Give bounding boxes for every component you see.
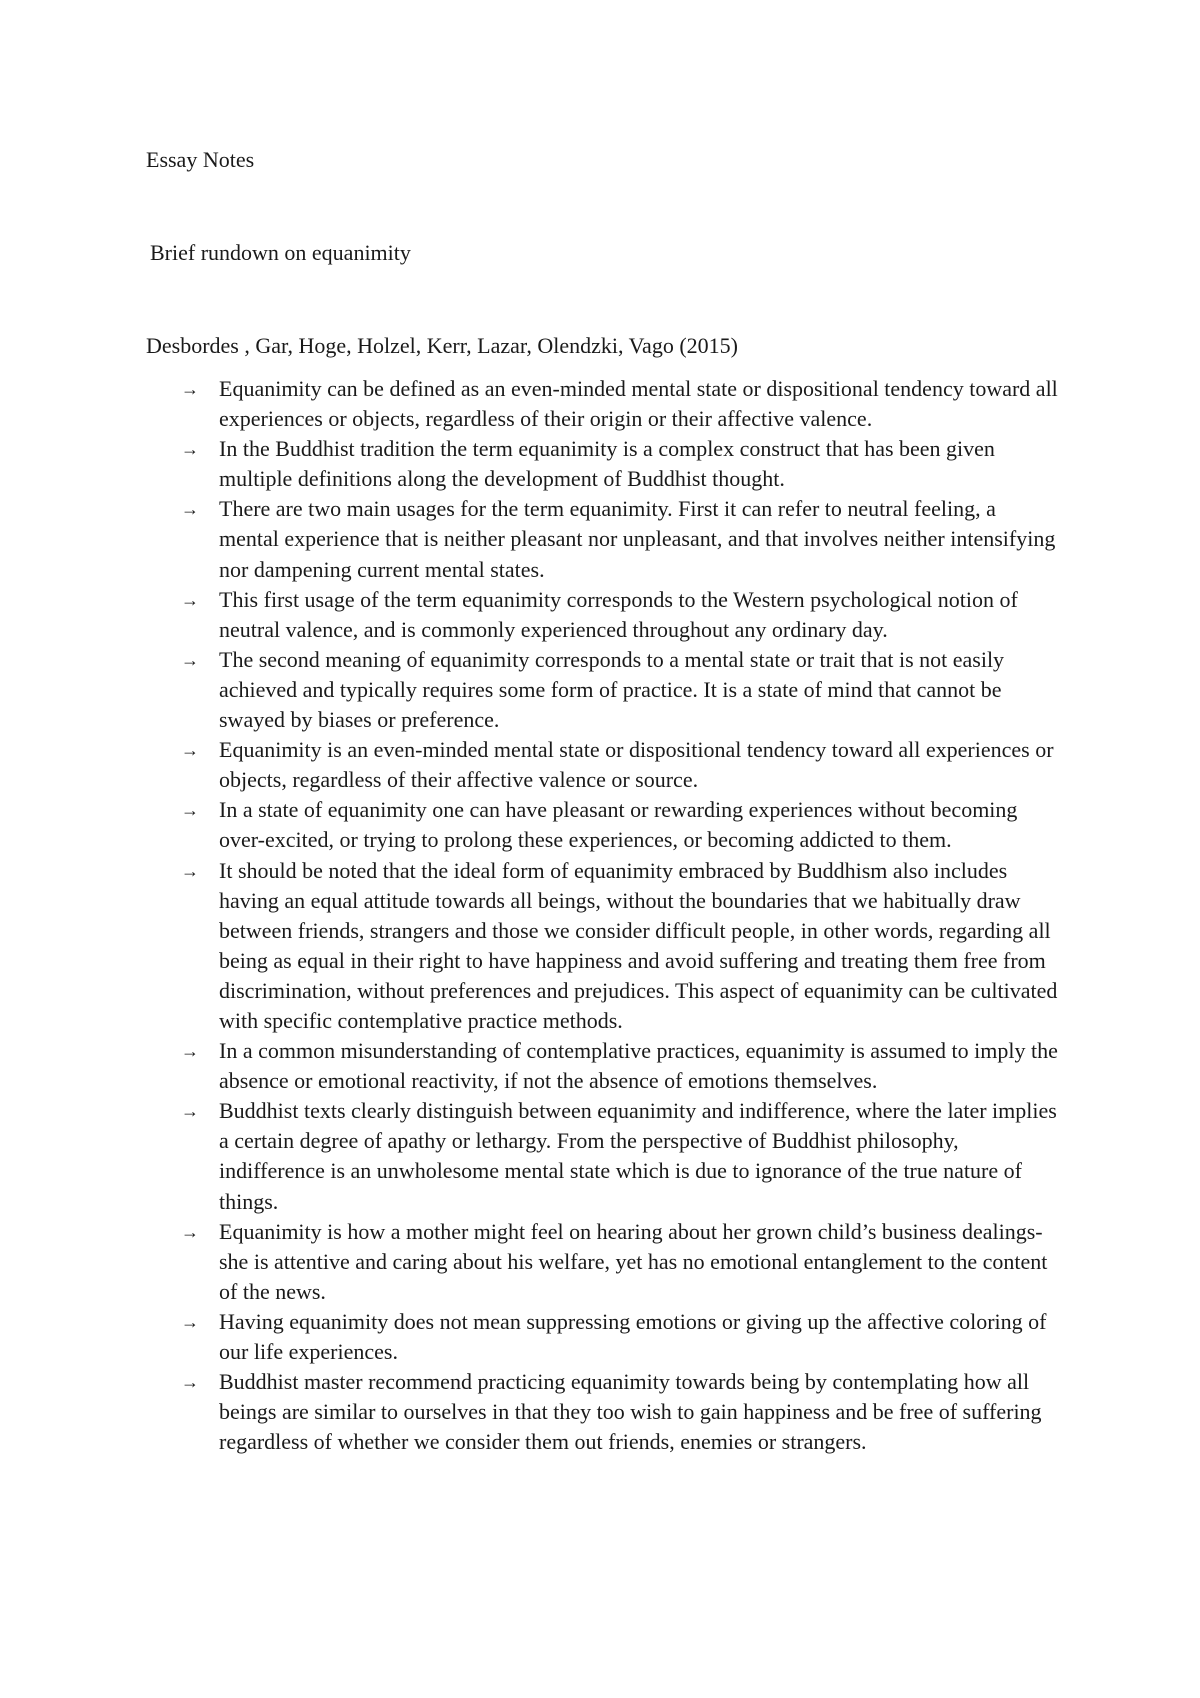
note-text: In a common misunderstanding of contemplative practices, equanimity is assumed to imply the absence or emotional reactivity, if not the absence of emotions themselves. [219,1038,1058,1094]
note-text: It should be noted that the ideal form of equanimity embraced by Buddhism also includes having an equal attitude towards all beings, without the boundaries that we habitually draw between friends, strangers and those we consider difficult people, in other words, regarding all being as equal in their right to have happiness and avoid suffering and treating them free from discrimination, without preferences and prejudices. This aspect of equanimity can be cultivated with specific contemplative practice methods. [219,857,1058,1033]
list-item [181,374,1061,434]
list-item [181,856,1061,1037]
note-text: Equanimity is an even-minded mental state or dispositional tendency toward all experiences or objects, regardless of their affective valence or source. [219,737,1054,793]
document-title: Essay Notes [146,147,255,172]
list-item [181,494,1061,584]
note-text: Buddhist texts clearly distinguish between equanimity and indifference, where the later implies a certain degree of apathy or lethargy. From the perspective of Buddhist philosophy, indifference is an unwholesome mental state which is due to ignorance of the true nature of things. [219,1098,1057,1214]
list-item [181,795,1061,855]
list-item [181,645,1061,735]
arrow-bullet-icon: → [181,649,199,670]
arrow-bullet-icon: → [181,499,199,520]
list-item [181,1096,1061,1216]
list-item [181,1217,1061,1307]
citation: Desbordes , Gar, Hoge, Holzel, Kerr, Lazar, Olendzki, Vago (2015) [146,333,738,358]
list-item [181,1367,1061,1457]
note-text: Having equanimity does not mean suppressing emotions or giving up the affective coloring of our life experiences. [219,1308,1047,1364]
arrow-bullet-icon: → [181,860,199,881]
arrow-bullet-icon: → [181,740,199,761]
note-text: In a state of equanimity one can have pleasant or rewarding experiences without becoming over-excited, or trying to prolong these experiences, or becoming addicted to them. [219,797,1018,853]
arrow-bullet-icon: → [181,1372,199,1393]
arrow-bullet-icon: → [181,1101,199,1122]
note-text: Equanimity can be defined as an even-minded mental state or dispositional tendency toward all experiences or objects, regardless of their origin or their affective valence. [219,376,1058,432]
list-item [181,1036,1061,1096]
note-text: The second meaning of equanimity corresponds to a mental state or trait that is not easily achieved and typically requires some form of practice. It is a state of mind that cannot be swayed by biases or preference. [219,646,1005,733]
arrow-bullet-icon: → [181,800,199,821]
note-text: Buddhist master recommend practicing equanimity towards being by contemplating how all beings are similar to ourselves in that they too wish to gain happiness and be free of suffering regardless of whether we consider them out friends, enemies or strangers. [219,1369,1042,1455]
note-text: There are two main usages for the term equanimity. First it can refer to neutral feeling, a mental experience that is neither pleasant nor unpleasant, and that involves neither intensifying nor dampening current mental states. [219,496,1056,582]
arrow-bullet-icon: → [181,379,199,399]
arrow-bullet-icon: → [181,589,199,610]
list-item [181,1307,1061,1367]
arrow-bullet-icon: → [181,439,199,460]
note-text: This first usage of the term equanimity corresponds to the Western psychological notion of neutral valence, and is commonly experienced throughout any ordinary day. [219,586,1018,642]
list-item [181,735,1061,795]
list-item [181,434,1061,494]
arrow-bullet-icon: → [181,1221,199,1242]
note-text: Equanimity is how a mother might feel on hearing about her grown child’s business dealings- she is attentive and caring about his welfare, yet has no emotional entanglement to the content of the news. [219,1218,1048,1304]
arrow-bullet-icon: → [181,1041,199,1062]
notes-list [181,374,1061,1457]
arrow-bullet-icon: → [181,1311,199,1332]
note-text: In the Buddhist tradition the term equanimity is a complex construct that has been given multiple definitions along the development of Buddhist thought. [219,436,995,492]
section-heading: Brief rundown on equanimity [150,240,411,265]
list-item [181,585,1061,645]
